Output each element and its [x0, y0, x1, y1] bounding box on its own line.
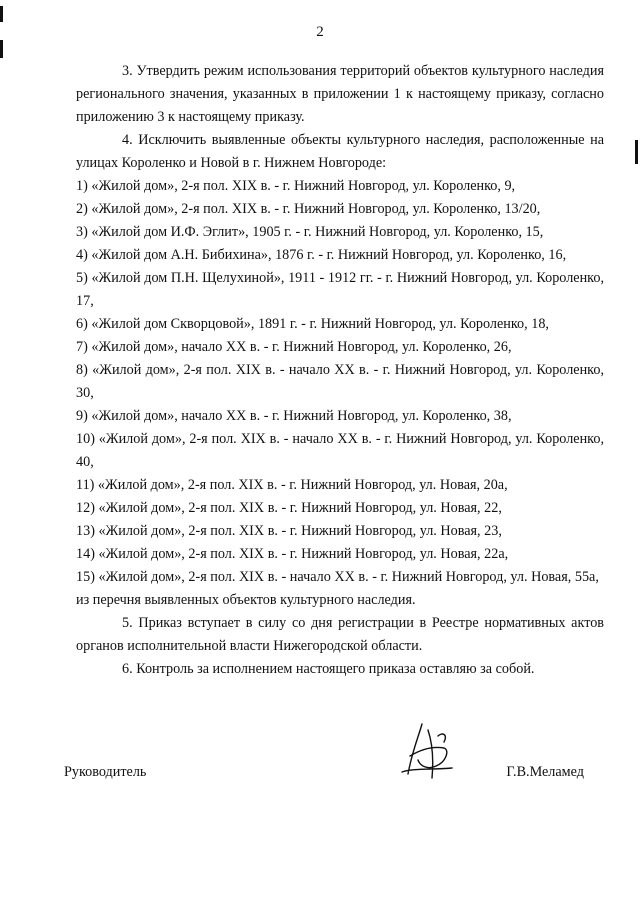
list-item: 12) «Жилой дом», 2-я пол. XIX в. - г. Нижний Новгород, ул. Новая, 22,	[76, 500, 502, 516]
list-item: 7) «Жилой дом», начало XX в. - г. Нижний Новгород, ул. Короленко, 26,	[76, 339, 512, 355]
right-edge-mark	[635, 140, 638, 164]
list-item: 9) «Жилой дом», начало XX в. - г. Нижний Новгород, ул. Короленко, 38,	[76, 408, 512, 424]
list-item: 3) «Жилой дом И.Ф. Эглит», 1905 г. - г. Нижний Новгород, ул. Короленко, 15,	[76, 224, 544, 240]
list-item: 4) «Жилой дом А.Н. Бибихина», 1876 г. - г. Нижний Новгород, ул. Короленко, 16,	[76, 247, 567, 263]
list-item: 6) «Жилой дом Скворцовой», 1891 г. - г. Нижний Новгород, ул. Короленко, 18,	[76, 316, 549, 332]
paragraph-4-outro: из перечня выявленных объектов культурного наследия.	[76, 592, 416, 608]
list-item: 8) «Жилой дом», 2-я пол. XIX в. - начало XX в. - г. Нижний Новгород, ул. Короленко, 30,	[76, 362, 604, 401]
list-item: 15) «Жилой дом», 2-я пол. XIX в. - начало XX в. - г. Нижний Новгород, ул. Новая, 55а,	[76, 569, 599, 585]
list-item: 10) «Жилой дом», 2-я пол. XIX в. - начало XX в. - г. Нижний Новгород, ул. Короленко, 40,	[76, 431, 604, 470]
paragraph-3: 3. Утвердить режим использования территорий объектов культурного наследия регионального значения, указанных в приложении 1 к настоящему приказу, согласно приложению 3 к настоящему приказу.	[76, 63, 604, 125]
document-body	[76, 60, 604, 681]
signature-block	[64, 764, 584, 794]
handwritten-signature	[392, 716, 462, 786]
list-item: 14) «Жилой дом», 2-я пол. XIX в. - г. Нижний Новгород, ул. Новая, 22а,	[76, 546, 509, 562]
signatory-role: Руководитель	[64, 764, 147, 780]
left-edge-mark-bottom	[0, 40, 3, 58]
paragraph-4-intro: 4. Исключить выявленные объекты культурного наследия, расположенные на улицах Короленко и Новой в г. Нижнем Новгороде:	[76, 132, 604, 171]
list-item: 13) «Жилой дом», 2-я пол. XIX в. - г. Нижний Новгород, ул. Новая, 23,	[76, 523, 502, 539]
list-item: 5) «Жилой дом П.Н. Щелухиной», 1911 - 1912 гг. - г. Нижний Новгород, ул. Короленко, 17,	[76, 270, 604, 309]
list-item: 2) «Жилой дом», 2-я пол. XIX в. - г. Нижний Новгород, ул. Короленко, 13/20,	[76, 201, 541, 217]
paragraph-5: 5. Приказ вступает в силу со дня регистрации в Реестре нормативных актов органов исполнительной власти Нижегородской области.	[76, 615, 604, 654]
signatory-name: Г.В.Меламед	[506, 764, 584, 780]
left-edge-mark-top	[0, 6, 3, 22]
paragraph-6: 6. Контроль за исполнением настоящего приказа оставляю за собой.	[122, 661, 535, 677]
list-item: 11) «Жилой дом», 2-я пол. XIX в. - г. Нижний Новгород, ул. Новая, 20а,	[76, 477, 508, 493]
page-number: 2	[316, 24, 324, 40]
list-item: 1) «Жилой дом», 2-я пол. XIX в. - г. Нижний Новгород, ул. Короленко, 9,	[76, 178, 516, 194]
objects-list	[76, 175, 604, 589]
